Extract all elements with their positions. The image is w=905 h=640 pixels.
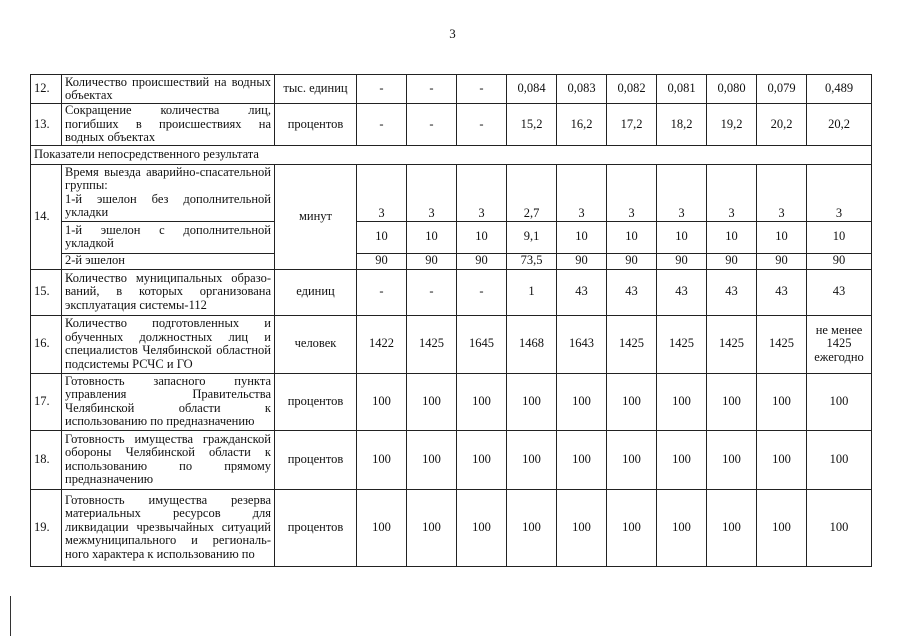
value-cell: 73,5 [507,253,557,269]
value-cell: - [457,269,507,315]
value-cell: 9,1 [507,221,557,253]
value-cell: 3 [757,164,807,221]
value-cell: 100 [707,430,757,489]
value-cell: 1 [507,269,557,315]
value-cell: 100 [757,489,807,566]
value-cell: 0,081 [657,75,707,104]
value-cell: - [407,269,457,315]
table-row [31,430,872,489]
value-cell: 3 [557,164,607,221]
value-cell: 10 [707,221,757,253]
value-cell: 43 [657,269,707,315]
row-number: 17. [31,373,62,430]
section-header-row [31,145,872,164]
indicator-name: Количество муниципальных образо-ваний, в которых организована эксплуатация системы-112 [62,269,275,315]
value-cell: 0,489 [807,75,872,104]
value-cell: - [407,75,457,104]
value-cell: не менее 1425 ежегодно [807,315,872,373]
page-number: 3 [449,26,456,41]
value-cell: 20,2 [807,104,872,146]
value-cell: 20,2 [757,104,807,146]
indicator-name-line: 1-й эшелон без дополнительной укладки [65,191,271,219]
value-cell: 16,2 [557,104,607,146]
unit-cell: тыс. единиц [275,75,357,104]
value-cell: 90 [457,253,507,269]
indicator-name: Готовность запасного пункта управления Правительства Челябинской области к использованию по предназначению [62,373,275,430]
value-cell: 100 [407,373,457,430]
value-cell: 10 [607,221,657,253]
table-row [31,164,872,221]
table-row [31,269,872,315]
table-row [31,253,872,269]
indicator-name: 2-й эшелон [62,253,275,269]
value-cell: 0,083 [557,75,607,104]
value-cell: 100 [757,430,807,489]
indicator-name-line: Время выезда аварийно-спасательной группы: [65,164,271,192]
table-body-section [31,145,872,164]
value-cell: 100 [457,373,507,430]
value-cell: - [457,75,507,104]
table-body-b [31,269,872,566]
unit-cell: процентов [275,373,357,430]
value-cell: 90 [407,253,457,269]
indicator-name: Количество происшествий на водных объектах [62,75,275,104]
value-cell: - [407,104,457,146]
value-cell: 3 [807,164,872,221]
value-cell: 43 [557,269,607,315]
value-cell: 100 [657,489,707,566]
table-row [31,221,872,253]
value-cell: - [457,104,507,146]
value-cell: 19,2 [707,104,757,146]
value-cell: 100 [807,373,872,430]
value-cell: 1425 [707,315,757,373]
value-cell: 100 [457,489,507,566]
indicator-name: Готовность имущества гражданской обороны Челябинской области к использованию по прямому предназначению [62,430,275,489]
value-cell: 17,2 [607,104,657,146]
value-cell: 1425 [757,315,807,373]
value-cell: 43 [757,269,807,315]
value-cell: 10 [757,221,807,253]
table-row [31,104,872,146]
value-cell: 3 [607,164,657,221]
value-cell: 10 [557,221,607,253]
value-cell: 100 [557,489,607,566]
value-cell: 3 [357,164,407,221]
value-cell: 3 [407,164,457,221]
unit-cell: процентов [275,430,357,489]
indicator-name: 1-й эшелон с дополнительной укладкой [62,221,275,253]
table-body-row-14 [31,164,872,269]
value-cell: 10 [357,221,407,253]
value-cell: 18,2 [657,104,707,146]
value-cell: 100 [757,373,807,430]
row-number: 18. [31,430,62,489]
row-number: 14. [31,164,62,269]
row-number: 13. [31,104,62,146]
value-cell: 90 [757,253,807,269]
table-body-a [31,75,872,146]
value-cell: - [357,75,407,104]
value-cell: 100 [557,373,607,430]
scan-edge-mark [10,596,11,636]
value-cell: 100 [607,373,657,430]
table-row [31,373,872,430]
table-row [31,315,872,373]
value-cell: 0,082 [607,75,657,104]
row-number: 12. [31,75,62,104]
value-cell: 100 [457,430,507,489]
value-cell: 100 [607,430,657,489]
section-label: Показатели непосредственного результата [31,145,872,164]
value-cell: 100 [507,489,557,566]
indicators-table [30,74,872,567]
value-cell: 90 [357,253,407,269]
value-cell: 100 [707,489,757,566]
value-cell: 90 [657,253,707,269]
row-number: 19. [31,489,62,566]
indicator-name: Готовность имущества резерва материальных ресурсов для ликвидации чрезвычайных ситуаций межмуниципального и региональ-ного характера к использованию по [62,489,275,566]
indicator-name: Количество подготовленных и обученных должностных лиц и специалистов Челябинской областной подсистемы РСЧС и ГО [62,315,275,373]
value-cell: 3 [707,164,757,221]
indicator-name [62,164,275,221]
value-cell: 3 [457,164,507,221]
table-row [31,75,872,104]
value-cell: 1425 [407,315,457,373]
value-cell: 100 [407,489,457,566]
value-cell: 100 [807,430,872,489]
value-cell: 15,2 [507,104,557,146]
value-cell: 100 [657,373,707,430]
value-cell: 43 [607,269,657,315]
value-cell: 10 [457,221,507,253]
value-cell: 100 [357,430,407,489]
unit-cell: человек [275,315,357,373]
table-row [31,489,872,566]
value-cell: 90 [807,253,872,269]
indicator-name: Сокращение количества лиц, погибших в происшествиях на водных объектах [62,104,275,146]
value-cell: 100 [557,430,607,489]
value-cell: 43 [707,269,757,315]
value-cell: 100 [357,489,407,566]
value-cell: 100 [807,489,872,566]
unit-cell: минут [275,164,357,269]
value-cell: 0,079 [757,75,807,104]
value-cell: 100 [707,373,757,430]
value-cell: 1643 [557,315,607,373]
value-cell: 0,080 [707,75,757,104]
value-cell: 10 [807,221,872,253]
value-cell: 10 [657,221,707,253]
unit-cell: единиц [275,269,357,315]
row-number: 15. [31,269,62,315]
value-cell: 1645 [457,315,507,373]
unit-cell: процентов [275,489,357,566]
value-cell: 100 [357,373,407,430]
value-cell: 1425 [657,315,707,373]
value-cell: 1422 [357,315,407,373]
value-cell: 2,7 [507,164,557,221]
value-cell: 90 [707,253,757,269]
value-cell: 100 [407,430,457,489]
value-cell: - [357,269,407,315]
value-cell: 43 [807,269,872,315]
value-cell: 3 [657,164,707,221]
value-cell: 90 [557,253,607,269]
value-cell: 1425 [607,315,657,373]
row-number: 16. [31,315,62,373]
value-cell: 100 [657,430,707,489]
value-cell: - [357,104,407,146]
value-cell: 1468 [507,315,557,373]
value-cell: 100 [507,430,557,489]
unit-cell: процентов [275,104,357,146]
value-cell: 10 [407,221,457,253]
value-cell: 100 [607,489,657,566]
value-cell: 100 [507,373,557,430]
value-cell: 90 [607,253,657,269]
value-cell: 0,084 [507,75,557,104]
